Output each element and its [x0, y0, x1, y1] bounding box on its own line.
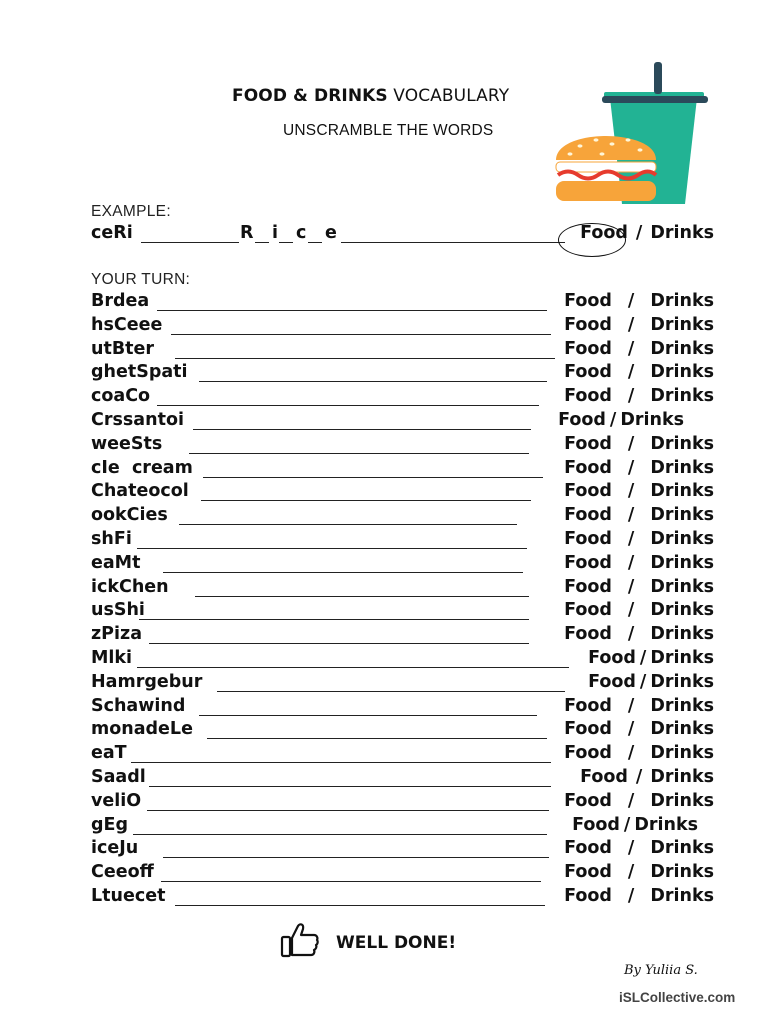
- answer-line[interactable]: [133, 834, 547, 835]
- drinks-option[interactable]: Drinks: [634, 814, 698, 835]
- slash-separator: /: [627, 695, 635, 716]
- exercise-row: [91, 458, 714, 482]
- exercise-row: [91, 553, 714, 577]
- slash-separator: /: [627, 386, 635, 407]
- slash-separator: /: [627, 838, 635, 859]
- food-option[interactable]: Food: [564, 338, 612, 359]
- exercise-row: [91, 362, 714, 386]
- drinks-option[interactable]: Drinks: [650, 457, 714, 478]
- answer-line[interactable]: [175, 358, 555, 359]
- scrambled-word: eaMt: [91, 552, 141, 573]
- food-drinks-choice[interactable]: [564, 600, 714, 620]
- scrambled-word: Saadl: [91, 767, 146, 787]
- food-option[interactable]: Food: [564, 529, 612, 549]
- drinks-option[interactable]: Drinks: [650, 576, 714, 597]
- food-drinks-choice[interactable]: [564, 624, 714, 644]
- answer-letter: R: [240, 223, 254, 243]
- food-option[interactable]: Food: [564, 505, 612, 526]
- exercise-row: [91, 719, 714, 743]
- scrambled-word: Chateocol: [91, 481, 189, 502]
- slash-separator: /: [627, 362, 635, 383]
- slash-separator: /: [627, 505, 635, 526]
- scrambled-word: monadeLe: [91, 719, 193, 740]
- food-drinks-choice[interactable]: [564, 291, 714, 311]
- drinks-option[interactable]: Drinks: [650, 600, 714, 621]
- exercise-row: [91, 767, 714, 791]
- food-option[interactable]: Food: [564, 886, 612, 906]
- your-turn-label: YOUR TURN:: [91, 271, 191, 288]
- food-drinks-choice[interactable]: [564, 505, 714, 525]
- food-option[interactable]: Food: [564, 552, 612, 573]
- slash-separator: /: [627, 576, 635, 597]
- food-option[interactable]: Food: [564, 362, 612, 383]
- answer-line[interactable]: [157, 405, 539, 406]
- drinks-option[interactable]: Drinks: [650, 433, 714, 454]
- scrambled-word: usShi: [91, 600, 145, 621]
- slash-separator: /: [627, 600, 635, 621]
- straw-icon: [654, 62, 662, 94]
- exercise-row: [91, 339, 714, 363]
- answer-line[interactable]: [149, 786, 551, 787]
- answer-line[interactable]: [131, 762, 551, 763]
- drinks-option[interactable]: Drinks: [650, 624, 714, 645]
- letter-gap: [279, 223, 293, 243]
- drinks-option[interactable]: Drinks: [650, 695, 714, 716]
- food-option[interactable]: Food: [564, 433, 612, 454]
- drinks-option[interactable]: Drinks: [650, 529, 714, 549]
- slash-separator: /: [627, 291, 635, 311]
- food-drinks-choice[interactable]: [564, 362, 714, 382]
- drinks-option[interactable]: Drinks: [650, 386, 714, 407]
- exercise-row: [91, 600, 714, 624]
- food-option[interactable]: Food: [564, 600, 612, 621]
- answer-line: [341, 242, 565, 243]
- answer-line[interactable]: [163, 857, 549, 858]
- scrambled-word: Mlki: [91, 648, 133, 668]
- drinks-option[interactable]: Drinks: [650, 505, 714, 526]
- slash-separator: /: [639, 648, 647, 668]
- slash-separator: /: [627, 552, 635, 573]
- drinks-option[interactable]: Drinks: [650, 291, 714, 311]
- well-done-text: WELL DONE!: [336, 933, 457, 953]
- exercise-row: [91, 624, 714, 648]
- slash-separator: /: [627, 719, 635, 740]
- food-drinks-choice[interactable]: [588, 672, 714, 692]
- author-credit: By Yuliia S.: [624, 963, 698, 978]
- food-option[interactable]: Food: [588, 648, 636, 668]
- scrambled-word: weeSts: [91, 433, 163, 454]
- drinks-option[interactable]: Drinks: [650, 314, 714, 335]
- drinks-option[interactable]: Drinks: [650, 338, 714, 359]
- food-drinks-choice[interactable]: [564, 577, 714, 597]
- answer-line[interactable]: [193, 429, 531, 430]
- answer-line[interactable]: [137, 548, 527, 549]
- scrambled-word: veliO: [91, 790, 142, 811]
- slash-separator: /: [627, 886, 635, 906]
- food-drinks-choice[interactable]: [564, 719, 714, 739]
- scrambled-word: ookCies: [91, 505, 168, 526]
- answer-line[interactable]: [189, 453, 529, 454]
- answer-line[interactable]: [179, 524, 517, 525]
- slash-separator: /: [609, 410, 617, 430]
- exercise-row: [91, 505, 714, 529]
- drinks-option[interactable]: Drinks: [620, 410, 684, 430]
- exercise-row: [91, 886, 714, 910]
- drinks-option[interactable]: Drinks: [650, 886, 714, 906]
- slash-separator: /: [627, 433, 635, 454]
- scrambled-word: cIe cream: [91, 457, 193, 478]
- title-light: VOCABULARY: [393, 86, 510, 106]
- exercise-row: [91, 862, 714, 886]
- answer-line[interactable]: [203, 477, 543, 478]
- answer-letter: e: [325, 223, 337, 243]
- letter-gap: [255, 223, 269, 243]
- exercise-row: [91, 291, 714, 315]
- slash-separator: /: [635, 767, 643, 787]
- scrambled-word: Brdea: [91, 291, 150, 311]
- answer-line[interactable]: [157, 310, 547, 311]
- drinks-option[interactable]: Drinks: [650, 552, 714, 573]
- scrambled-word: Hamrgebur: [91, 671, 203, 692]
- exercise-row: [91, 672, 714, 696]
- food-option[interactable]: Food: [564, 576, 612, 597]
- answer-line[interactable]: [163, 572, 523, 573]
- drinks-option[interactable]: Drinks: [650, 362, 714, 383]
- scrambled-word: Crssantoi: [91, 410, 184, 430]
- slash-separator: /: [627, 481, 635, 502]
- answer-line[interactable]: [147, 810, 549, 811]
- food-option[interactable]: Food: [564, 838, 612, 859]
- answer-line[interactable]: [137, 667, 569, 668]
- scrambled-word: zPiza: [91, 624, 143, 645]
- food-drinks-choice[interactable]: [564, 862, 714, 882]
- slash-separator: /: [627, 529, 635, 549]
- slash-separator: /: [623, 814, 631, 835]
- food-option[interactable]: Food: [564, 314, 612, 335]
- exercise-row: [91, 743, 714, 767]
- food-option[interactable]: Food: [564, 743, 612, 764]
- food-drinks-choice[interactable]: [572, 815, 698, 835]
- scrambled-word: Ltuecet: [91, 886, 166, 906]
- answer-letter: c: [296, 223, 307, 243]
- food-drinks-choice[interactable]: [564, 434, 714, 454]
- food-drinks-choice[interactable]: [564, 696, 714, 716]
- drinks-option[interactable]: Drinks: [650, 671, 714, 692]
- food-drinks-choice[interactable]: [564, 481, 714, 501]
- drinks-option[interactable]: Drinks: [650, 838, 714, 859]
- exercise-row: [91, 577, 714, 601]
- drinks-option[interactable]: Drinks: [650, 223, 714, 243]
- answer-letter: i: [272, 223, 278, 243]
- scrambled-word: utBter: [91, 338, 155, 359]
- food-option[interactable]: Food: [564, 624, 612, 645]
- answer-line[interactable]: [171, 334, 551, 335]
- answer-line[interactable]: [217, 691, 565, 692]
- food-option[interactable]: Food: [572, 814, 620, 835]
- burger-drink-illustration: [552, 58, 712, 208]
- scrambled-word: ceRi: [91, 223, 133, 243]
- food-drinks-choice[interactable]: [564, 339, 714, 359]
- food-option[interactable]: Food: [588, 671, 636, 692]
- slash-separator: /: [635, 223, 643, 243]
- slash-separator: /: [627, 457, 635, 478]
- example-label: EXAMPLE:: [91, 203, 171, 220]
- food-drinks-choice[interactable]: [564, 458, 714, 478]
- letter-gap: [308, 223, 322, 243]
- exercise-row: [91, 434, 714, 458]
- drinks-option[interactable]: Drinks: [650, 790, 714, 811]
- answer-line[interactable]: [195, 596, 529, 597]
- slash-separator: /: [627, 314, 635, 335]
- exercise-row: [91, 410, 714, 434]
- scrambled-word: ickChen: [91, 576, 169, 597]
- food-option[interactable]: Food: [564, 719, 612, 740]
- drinks-option[interactable]: Drinks: [650, 481, 714, 502]
- scrambled-word: shFi: [91, 529, 132, 549]
- food-option[interactable]: Food: [564, 291, 612, 311]
- answer-line[interactable]: [199, 381, 547, 382]
- slash-separator: /: [627, 338, 635, 359]
- food-option[interactable]: Food: [564, 695, 612, 716]
- drinks-option[interactable]: Drinks: [650, 767, 714, 787]
- slash-separator: /: [627, 743, 635, 764]
- scrambled-word: eaT: [91, 743, 127, 764]
- food-drinks-choice[interactable]: [580, 767, 714, 787]
- exercise-row: [91, 481, 714, 505]
- slash-separator: /: [627, 862, 635, 883]
- food-drinks-choice[interactable]: [564, 315, 714, 335]
- scrambled-word: gEg: [91, 814, 129, 835]
- exercise-row: [91, 386, 714, 410]
- food-option[interactable]: Food: [564, 790, 612, 811]
- answer-line[interactable]: [139, 619, 529, 620]
- food-option[interactable]: Food: [564, 457, 612, 478]
- thumbs-up-icon: [280, 922, 320, 958]
- drinks-option[interactable]: Drinks: [650, 862, 714, 883]
- scrambled-word: hsCeee: [91, 314, 163, 335]
- food-drinks-choice[interactable]: [564, 791, 714, 811]
- exercise-row: [91, 815, 714, 839]
- slash-separator: /: [639, 671, 647, 692]
- exercise-row: [91, 529, 714, 553]
- answer-circle: [558, 223, 626, 257]
- exercise-row: [91, 648, 714, 672]
- food-option[interactable]: Food: [564, 481, 612, 502]
- food-drinks-choice[interactable]: [564, 529, 714, 549]
- answer-line[interactable]: [175, 905, 545, 906]
- exercise-row: [91, 838, 714, 862]
- answer-line[interactable]: [199, 715, 537, 716]
- answer-line[interactable]: [207, 738, 547, 739]
- slash-separator: /: [627, 790, 635, 811]
- page-subtitle: UNSCRAMBLE THE WORDS: [283, 122, 494, 139]
- answer-line[interactable]: [161, 881, 541, 882]
- food-option[interactable]: Food: [564, 386, 612, 407]
- food-drinks-choice[interactable]: [564, 743, 714, 763]
- scrambled-word: Ceeoff: [91, 862, 154, 883]
- drinks-option[interactable]: Drinks: [650, 743, 714, 764]
- watermark: iSLCollective.com: [619, 990, 736, 1005]
- food-drinks-choice[interactable]: [564, 386, 714, 406]
- scrambled-word: ghetSpati: [91, 362, 188, 383]
- exercise-row: [91, 791, 714, 815]
- answer-line[interactable]: [149, 643, 529, 644]
- food-drinks-choice[interactable]: [564, 553, 714, 573]
- drinks-option[interactable]: Drinks: [650, 719, 714, 740]
- answer-line[interactable]: [201, 500, 531, 501]
- food-option[interactable]: Food: [558, 410, 606, 430]
- title-bold: FOOD & DRINKS: [232, 86, 388, 106]
- exercise-row: [91, 315, 714, 339]
- food-drinks-choice[interactable]: [558, 410, 684, 430]
- food-option[interactable]: Food: [580, 223, 628, 243]
- drinks-option[interactable]: Drinks: [650, 648, 714, 668]
- exercise-row: [91, 696, 714, 720]
- food-option[interactable]: Food: [564, 862, 612, 883]
- food-drinks-choice[interactable]: [564, 886, 714, 906]
- slash-separator: /: [627, 624, 635, 645]
- food-drinks-choice[interactable]: [564, 838, 714, 858]
- food-option[interactable]: Food: [580, 767, 628, 787]
- scrambled-word: iceJu: [91, 838, 139, 859]
- food-drinks-choice[interactable]: [588, 648, 714, 668]
- scrambled-word: coaCo: [91, 386, 151, 407]
- scrambled-word: Schawind: [91, 695, 186, 716]
- page-title: [232, 86, 509, 106]
